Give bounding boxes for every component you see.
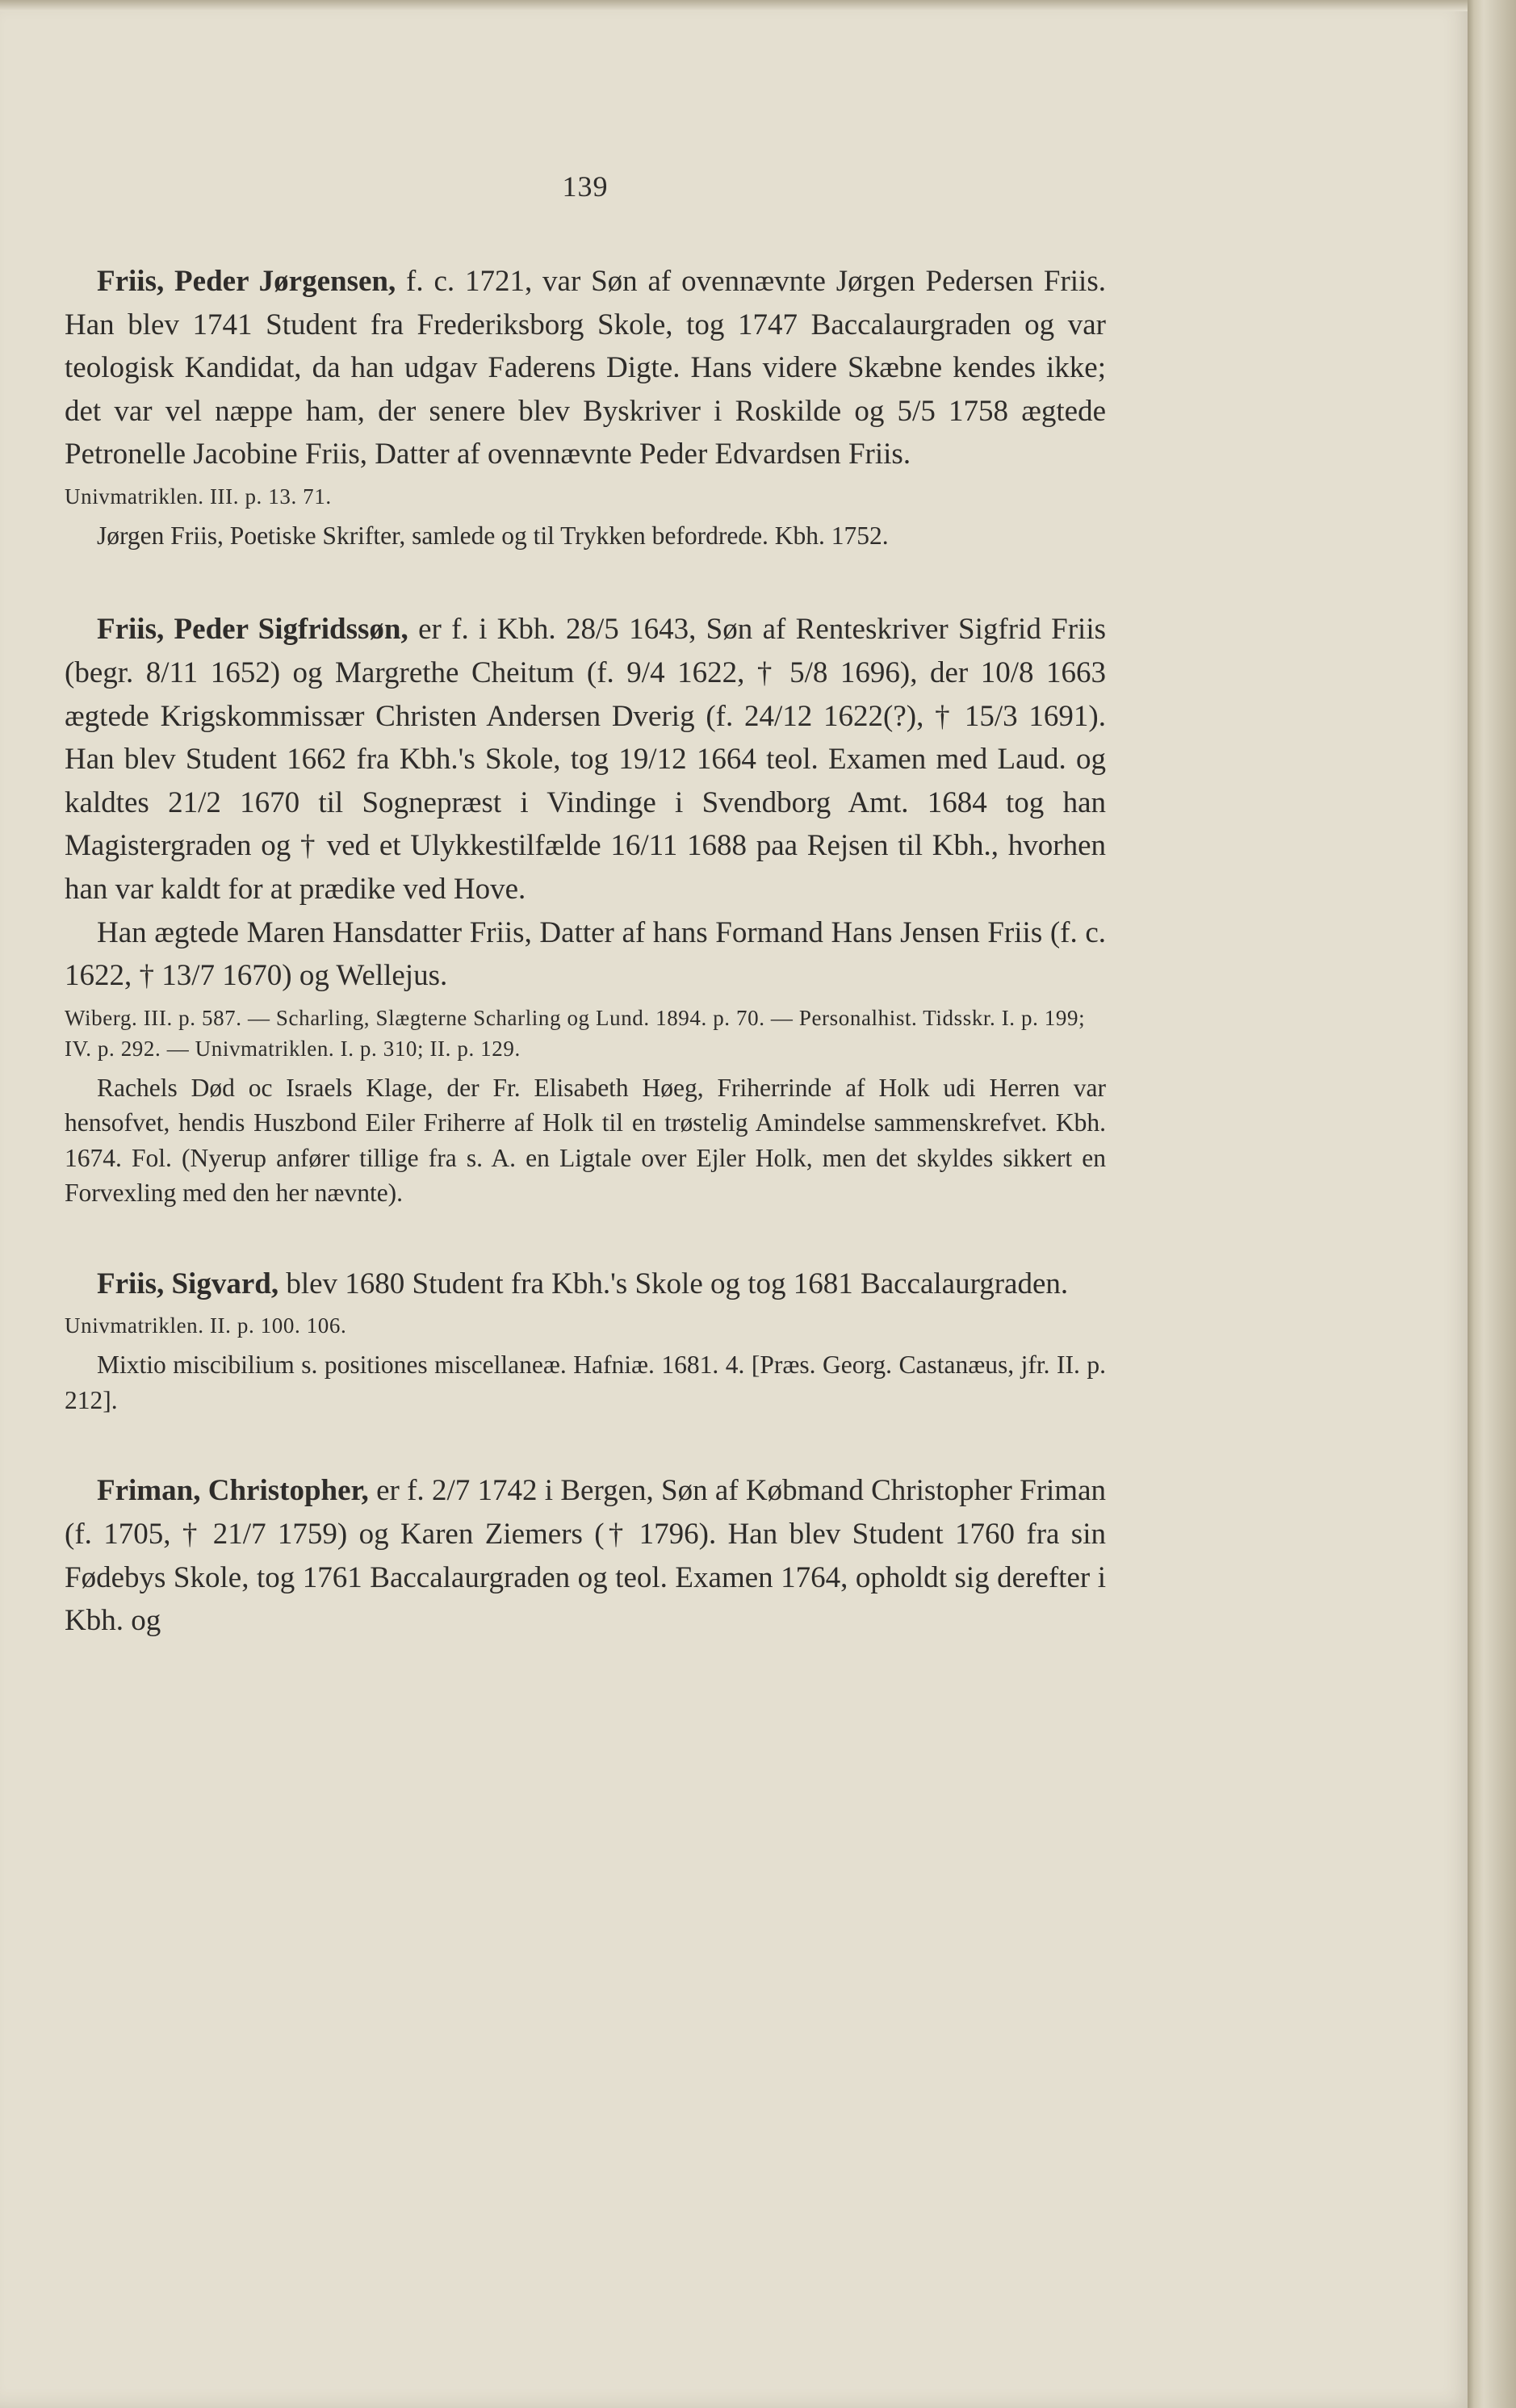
entry-body xyxy=(65,1469,1106,1642)
entry-gap xyxy=(65,553,1106,608)
page-edge xyxy=(1468,0,1516,2408)
entry-friis-sigvard xyxy=(65,1263,1106,1418)
entry-note: Mixtio miscibilium s. positiones miscellaneæ. Hafniæ. 1681. 4. [Præs. Georg. Castanæus, jfr. II. p. 212]. xyxy=(65,1351,1106,1414)
entry-text: f. c. 1721, var Søn af ovennævnte Jørgen Pedersen Friis. Han blev 1741 Student fra Frederiksborg Skole, tog 1747 Baccalaurgraden og var teologisk Kandidat, da han udgav Faderens Digte. Hans videre Skæbne kendes ikke; det var vel næppe ham, der senere blev Byskriver i Roskilde og 5/5 1758 ægtede Petronelle Jacobine Friis, Datter af ovennævnte Peder Edvardsen Friis. xyxy=(65,265,1106,471)
entry-friman-christopher xyxy=(65,1469,1106,1642)
page-top-shadow xyxy=(0,0,1477,11)
entry-body xyxy=(65,1263,1106,1306)
page-number: 139 xyxy=(562,170,609,203)
entry-body xyxy=(65,260,1106,476)
page-content xyxy=(65,170,1106,1643)
entry-name: Friis, Sigvard, xyxy=(97,1267,279,1300)
entry-text: blev 1680 Student fra Kbh.'s Skole og tog 1681 Baccalaurgraden. xyxy=(278,1267,1069,1300)
entry-friis-peder-jorgensen xyxy=(65,260,1106,553)
entry-text: er f. i Kbh. 28/5 1643, Søn af Renteskriver Sigfrid Friis (begr. 8/11 1652) og Margrethe Cheitum (f. 9/4 1622, † 5/8 1696), der 10/8 1663 ægtede Krigskommissær Christen Andersen Dverig (f. 24/12 1622(?), † 15/3 1691). Han blev Student 1662 fra Kbh.'s Skole, tog 19/12 1664 teol. Examen med Laud. og kaldtes 21/2 1670 til Sognepræst i Vindinge i Svendborg Amt. 1684 tog han Magistergraden og † ved et Ulykkestilfælde 16/11 1688 paa Rejsen til Kbh., hvorhen han var kaldt for at prædike ved Hove. xyxy=(65,613,1107,907)
entry-text-paragraph-2: Han ægtede Maren Hansdatter Friis, Datter af hans Formand Hans Jensen Friis (f. c. 1622, † 13/7 1670) og Wellejus. xyxy=(65,915,1106,993)
entry-name: Friis, Peder Jørgensen, xyxy=(97,265,396,298)
entry-gap xyxy=(65,1418,1106,1469)
entry-friis-peder-sigfridsson xyxy=(65,608,1106,1210)
entry-name: Friman, Christopher, xyxy=(97,1474,369,1508)
entry-gap xyxy=(65,1211,1106,1263)
entry-note: Rachels Død oc Israels Klage, der Fr. Elisabeth Høeg, Friherrinde af Holk udi Herren var hensofvet, hendis Huszbond Eiler Friherre af Holk til en trøstelig Amindelse sammenskrefvet. Kbh. 1674. Fol. (Nyerup anfører tillige fra s. A. en Ligtale over Ejler Holk, men det skyldes sikkert en Forvexling med den her nævnte). xyxy=(65,1073,1106,1208)
entry-references: Univmatriklen. II. p. 100. 106. xyxy=(65,1313,347,1338)
entry-text: er f. 2/7 1742 i Bergen, Søn af Købmand Christopher Friman (f. 1705, † 21/7 1759) og Karen Ziemers († 1796). Han blev Student 1760 fra sin Fødebys Skole, tog 1761 Baccalaurgraden og teol. Examen 1764, opholdt sig derefter i Kbh. og xyxy=(65,1474,1106,1638)
entry-body xyxy=(65,608,1106,997)
entry-references: Univmatriklen. III. p. 13. 71. xyxy=(65,484,332,509)
entry-name: Friis, Peder Sigfridssøn, xyxy=(97,613,408,647)
entry-note: Jørgen Friis, Poetiske Skrifter, samlede og til Trykken befordrede. Kbh. 1752. xyxy=(97,521,889,550)
entry-references: Wiberg. III. p. 587. — Scharling, Slægterne Scharling og Lund. 1894. p. 70. — Personalhist. Tidsskr. I. p. 199; IV. p. 292. — Univmatriklen. I. p. 310; II. p. 129. xyxy=(65,1005,1086,1061)
